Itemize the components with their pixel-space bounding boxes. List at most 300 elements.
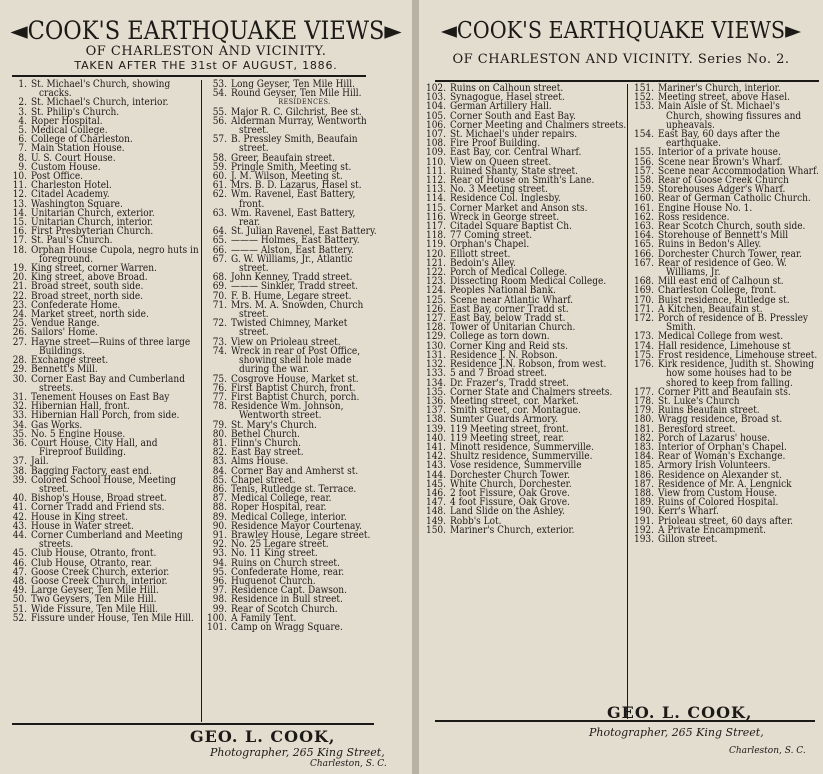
item-number: 101. [206,621,227,633]
item-number: 5. [18,125,27,137]
item-number: 41. [12,502,27,514]
item-number: 190. [633,506,654,518]
item-number: 106. [425,119,446,131]
item-number: 40. [12,493,27,505]
item-title: Goose Creek Church, interior. [31,575,168,587]
item-title: Pringle Smith, Meeting st. [231,161,352,173]
item-number: 141. [425,441,446,453]
item-number: 77. [212,391,227,403]
item-number: 35. [12,428,27,440]
item-title: Corner East Bay and Cumberland streets. [31,373,185,394]
item-title: East Bay, corner Tradd st. [450,303,569,315]
item-number: 95. [212,566,227,578]
item-number: 49. [12,585,27,597]
item-title: Dorchester Church Tower. [450,469,570,481]
item-number: 53. [212,79,227,90]
item-number: 98. [212,594,227,606]
item-number: 137. [425,405,446,417]
item-title: Rear of Goose Creek Church [658,175,789,187]
item-number: 153. [633,101,654,113]
item-number: 90. [212,520,227,532]
item-title: 77 Coming street. [450,230,533,242]
item-number: 83. [212,456,227,468]
item-number: 133. [425,368,446,380]
page-subtitle: OF CHARLESTON AND VICINITY. [85,44,327,59]
item-number: 44. [12,529,27,541]
item-title: Alderman Murray, Wentworth street. [231,115,367,137]
list-item [200,117,378,135]
item-title: East Bay, cor. Central Wharf. [450,147,582,159]
item-title: U. S. Court House. [31,152,116,164]
item-title: Porch of residence of B. Pressley Smith. [658,313,808,334]
list-column-2 [627,84,819,544]
list-item [627,259,819,277]
item-title: King street, above Broad. [31,272,148,284]
item-number: 142. [425,451,446,463]
item-title: Corner Market and Anson sts. [450,202,588,214]
list-item [0,163,200,172]
item-number: 164. [633,230,654,242]
item-number: 167. [633,257,654,269]
item-number: 31. [12,391,27,403]
item-number: 71. [212,299,227,311]
list-item [200,347,378,375]
item-number: 50. [12,594,27,606]
item-title: House in King street. [31,511,129,523]
item-number: 158. [633,175,654,187]
item-number: 32. [12,401,27,413]
item-number: 154. [633,129,654,141]
item-number: 148. [425,506,446,518]
item-number: 179. [633,405,654,417]
item-number: 3. [18,106,27,118]
item-title: Wm. Ravenel, East Battery, rear. [231,207,356,229]
item-title: Bagging Factory, east end. [31,465,153,477]
item-number: 36. [12,437,27,449]
item-title: Broad street, north side. [31,290,144,302]
item-number: 79. [212,419,227,431]
item-title: College of Charleston. [31,134,133,146]
item-number: 169. [633,285,654,297]
item-number: 108. [425,138,446,150]
item-title: A Kitchen, Beaufain st. [658,303,763,315]
list-item [0,476,200,494]
item-number: 22. [12,290,27,302]
item-number: 128. [425,322,446,334]
list-item [627,314,819,332]
item-number: 63. [212,207,227,219]
item-number: 6. [18,134,27,146]
list-item [200,89,378,98]
list-item [0,411,200,420]
item-title: Corner South and East Bay. [450,110,576,122]
item-number: 155. [633,147,654,159]
item-number: 58. [212,152,227,164]
item-number: 59. [212,161,227,173]
item-number: 48. [12,575,27,587]
item-title: Corner King and Reid sts. [450,340,568,352]
publisher-city: Charleston, S. C. [729,746,806,756]
item-title: Club House, Otranto, front. [31,548,157,560]
item-title: Mariner's Church, exterior. [450,524,575,536]
right-page [419,0,823,774]
item-number: 81. [212,437,227,449]
item-title: Citadel Academy. [31,189,110,201]
item-number: 92. [212,539,227,551]
item-title: Elliott street. [450,248,511,260]
item-title: Bedoin's Alley. [450,257,516,269]
item-number: 97. [212,585,227,597]
item-title: Ross residence. [658,211,730,223]
item-title: Two Geysers, Ten Mile Hill. [31,594,157,606]
item-number: 138. [425,414,446,426]
item-title: A Private Encampment. [658,524,766,536]
item-title: Wide Fissure, Ten Mile Hill. [31,603,159,615]
item-title: Medical College, rear. [231,493,332,505]
item-number: 45. [12,548,27,560]
item-number: 62. [212,189,227,201]
item-title: Unitarian Church, interior. [31,217,154,229]
item-number: 10. [12,171,27,183]
list-item [627,102,819,130]
list-item [0,319,200,328]
item-number: 25. [12,318,27,330]
item-number: 120. [425,248,446,260]
item-number: 76. [212,382,227,394]
item-title: Robb's Lot. [450,515,502,527]
list-item [627,498,819,507]
item-number: 180. [633,414,654,426]
item-title: No. 5 Engine House. [31,428,126,440]
item-number: 54. [212,88,227,100]
item-number: 61. [212,180,227,192]
item-number: 99. [212,603,227,615]
item-number: 14. [12,207,27,219]
list-item [0,439,200,457]
item-number: 125. [425,294,446,306]
item-number: 189. [633,497,654,509]
item-number: 175. [633,349,654,361]
list-item [0,310,200,319]
list-item [0,614,200,623]
item-title: Ruins on Church street. [231,557,340,569]
item-number: 163. [633,221,654,233]
item-number: 43. [12,520,27,532]
item-number: 160. [633,193,654,205]
item-title: Prioleau street, 60 days after. [658,515,794,527]
item-number: 171. [633,303,654,315]
item-number: 144. [425,469,446,481]
item-title: St. Luke's Church [658,395,740,407]
item-number: 103. [425,92,446,104]
item-title: 4 foot Fissure, Oak Grove. [450,497,570,509]
item-title: Citadel Square Baptist Ch. [450,221,572,233]
item-number: 60. [212,171,227,183]
item-title: Storehouse of Bennett's Mill [658,230,789,242]
item-number: 121. [425,257,446,269]
item-number: 2. [18,97,27,109]
item-title: Smith street, cor. Montague. [450,405,581,417]
item-title: Bethel Church. [231,428,300,440]
item-title: No. 11 King street. [231,548,318,560]
item-number: 4. [18,115,27,127]
item-title: Ruined Shanty, State street. [450,165,578,177]
item-title: ——— Holmes, East Battery. [231,235,360,247]
item-title: St. Michael's Church, interior. [31,97,169,109]
item-title: East Bay, 60 days after the earthquake. [658,129,780,150]
item-number: 87. [212,493,227,505]
item-title: Storehouses Adger's Wharf. [658,184,786,196]
item-number: 122. [425,267,446,279]
item-title: Ruins of Colored Hospital. [658,497,779,509]
item-number: 75. [212,373,227,385]
item-title: Charleston College, front. [658,285,777,297]
item-number: 29. [12,364,27,376]
item-number: 51. [12,603,27,615]
list-item [627,526,819,535]
item-title: German Artillery Hall. [450,101,552,113]
item-title: Confederate Home. [31,299,121,311]
item-number: 78. [212,401,227,413]
item-title: Tenis, Rutledge st. Terrace. [231,483,357,495]
item-title: Rear of Woman's Exchange. [658,451,786,463]
item-title: Residence Wm. Johnson, Wentworth street. [231,401,344,422]
item-number: 65. [212,235,227,247]
item-title: ——— Sinkler, Tradd street. [231,281,358,293]
item-number: 37. [12,456,27,468]
item-number: 94. [212,557,227,569]
item-title: Land Slide on the Ashley. [450,506,565,518]
item-title: Residence J. N. Robson. [450,349,558,361]
item-title: Corner Pitt and Beaufain sts. [658,386,791,398]
item-title: Ruins in Bedon's Alley. [658,239,762,251]
item-title: Minott residence, Summerville. [450,441,594,453]
item-title: Gillon street. [658,533,718,545]
list-item [200,255,378,273]
item-title: Corner Cumberland and Meeting streets. [31,529,183,551]
item-title: John Kenney, Tradd street. [231,272,353,284]
item-title: Market street, north side. [31,309,149,321]
item-title: Corner State and Chalmers streets. [450,386,613,398]
item-number: 46. [12,557,27,569]
item-number: 74. [212,345,227,357]
item-title: Club House, Otranto, rear. [31,557,153,569]
item-number: 172. [633,313,654,325]
item-title: Dorchester Church Tower, rear. [658,248,802,260]
item-number: 149. [425,515,446,527]
item-title: Vendue Range. [31,318,100,330]
item-number: 18. [12,244,27,256]
item-number: 123. [425,276,446,288]
item-number: 38. [12,465,27,477]
item-title: 119 Meeting street, rear. [450,432,565,444]
item-number: 182. [633,432,654,444]
item-title: Mrs. M. A. Snowden, Church street. [231,299,364,321]
item-number: 162. [633,211,654,223]
publisher-name: GEO. L. COOK, [190,727,336,746]
item-title: Mill east end of Calhoun st. [658,276,784,288]
item-number: 24. [12,309,27,321]
item-title: Goose Creek Church, exterior. [31,566,170,578]
item-number: 109. [425,147,446,159]
item-number: 156. [633,156,654,168]
item-title: 5 and 7 Broad street. [450,368,547,380]
list-item [0,246,200,264]
item-title: Beresford street. [658,423,736,435]
publisher-address: Photographer, 265 King Street, [589,726,764,739]
item-number: 135. [425,386,446,398]
item-number: 84. [212,465,227,477]
item-number: 88. [212,502,227,514]
item-number: 152. [633,92,654,104]
list-item [0,338,200,356]
item-title: Main Station House. [31,143,125,155]
item-number: 165. [633,239,654,251]
item-title: Wragg residence, Broad st. [658,414,783,426]
item-title: Scene near Brown's Wharf. [658,156,783,168]
list-column-2 [200,80,378,632]
item-title: Medical College, interior. [231,511,347,523]
item-number: 132. [425,359,446,371]
item-number: 118. [425,230,446,242]
item-number: 33. [12,410,27,422]
item-title: Meeting street, cor. Market. [450,395,579,407]
item-number: 183. [633,441,654,453]
item-title: Residence Capt. Dawson. [231,585,347,597]
item-number: 91. [212,529,227,541]
item-number: 104. [425,101,446,113]
item-number: 34. [12,419,27,431]
item-number: 111. [425,165,446,177]
item-title: Sailors' Home. [31,327,98,339]
item-number: 57. [212,134,227,146]
item-title: Peoples National Bank. [450,285,556,297]
item-number: 168. [633,276,654,288]
item-number: 113. [425,184,446,196]
item-number: 131. [425,349,446,361]
item-title: Bennett's Mill. [31,364,98,376]
item-number: 185. [633,460,654,472]
list-item [200,402,378,420]
item-number: 187. [633,478,654,490]
item-title: Porch of Lazarus' house. [658,432,770,444]
item-title: Residence in Bull street. [231,594,343,606]
item-title: F. B. Hume, Legare street. [231,290,352,302]
item-title: White Church, Dorchester. [450,478,572,490]
item-title: Dr. Frazer's, Tradd street. [450,377,569,389]
item-title: Exchange street. [31,355,109,367]
item-number: 102. [425,83,446,94]
item-number: 127. [425,313,446,325]
item-title: First Baptist Church, porch. [231,391,360,403]
item-number: 191. [633,515,654,527]
item-number: 69. [212,281,227,293]
item-title: Washington Square. [31,198,123,210]
item-title: B. Pressley Smith, Beaufain street. [231,134,358,155]
list-item [200,190,378,208]
list-item [627,130,819,148]
list-item [200,301,378,319]
item-title: Meeting street, above Hasel. [658,92,790,104]
item-title: Large Geyser, Ten Mile Hill. [31,585,159,597]
item-title: RESIDENCES. [278,98,331,107]
item-title: Dissecting Room Medical College. [450,276,607,288]
item-title: Interior of a private house. [658,147,781,159]
item-number: 11. [12,180,27,192]
item-title: Porch of Medical College. [450,267,568,279]
item-number: 8. [18,152,27,164]
item-title: View on Prioleau street. [231,336,341,348]
item-number: 52. [12,612,27,624]
item-title: Alms House. [231,456,289,468]
item-number: 161. [633,202,654,214]
item-title: Huguenot Church. [231,575,316,587]
item-title: Greer, Beaufain street. [231,152,336,164]
item-title: A Family Tent. [231,612,297,624]
list-item [0,375,200,393]
item-title: Residence of Mr. A. Lengnick [658,478,792,490]
item-title: 2 foot Fissure, Oak Grove. [450,487,570,499]
item-title: College as torn down. [450,331,550,343]
item-number: 117. [425,221,446,233]
item-number: 146. [425,487,446,499]
item-title: 119 Meeting street, front. [450,423,569,435]
item-number: 159. [633,184,654,196]
item-number: 124. [425,285,446,297]
item-number: 28. [12,355,27,367]
item-title: Orphan House Cupola, negro huts in foreground. [31,244,199,265]
list-column-1 [0,80,200,623]
item-number: 80. [212,428,227,440]
item-number: 15. [12,217,27,229]
list-item [0,356,200,365]
item-title: Armory Irish Volunteers. [658,460,771,472]
item-title: Ruins on Calhoun street. [450,83,564,94]
item-title: Charleston Hotel. [31,180,112,192]
item-number: 73. [212,336,227,348]
item-title: Chapel street. [231,474,296,486]
item-number: 157. [633,165,654,177]
item-title: Ruins Beaufain street. [658,405,760,417]
item-title: East Bay street. [231,447,304,459]
item-title: G. W. Williams, Jr., Atlantic street. [231,253,353,275]
item-title: Kirk residence, Judith st. Showing how some houses had to be shored to keep from falling. [658,359,815,389]
header-rule [435,80,819,82]
item-number: 42. [12,511,27,523]
item-number: 139. [425,423,446,435]
item-title: Broad street, south side. [31,281,144,293]
item-title: Wm. Ravenel, East Battery, front. [231,189,356,210]
item-title: St. Michael's Church, showing cracks. [31,79,171,100]
item-number: 181. [633,423,654,435]
item-title: Scene near Accommodation Wharf. [658,165,819,177]
item-title: St. Michael's under repairs. [450,129,578,141]
item-title: Wreck in George street. [450,211,560,223]
item-title: Residence on Alexander st. [658,469,782,481]
item-number: 7. [18,143,27,155]
item-number: 151. [633,83,654,94]
item-title: View on Queen street. [450,156,552,168]
item-title: Scene near Atlantic Wharf. [450,294,574,306]
item-number: 67. [212,253,227,265]
item-number: 1. [18,79,27,90]
item-number: 130. [425,340,446,352]
item-title: First Presbyterian Church. [31,226,154,238]
item-number: 66. [212,244,227,256]
item-number: 30. [12,373,27,385]
item-title: Corner Meeting and Chalmers streets. [450,119,627,131]
page-subtitle: OF CHARLESTON AND VICINITY. Series No. 2. [452,52,790,67]
